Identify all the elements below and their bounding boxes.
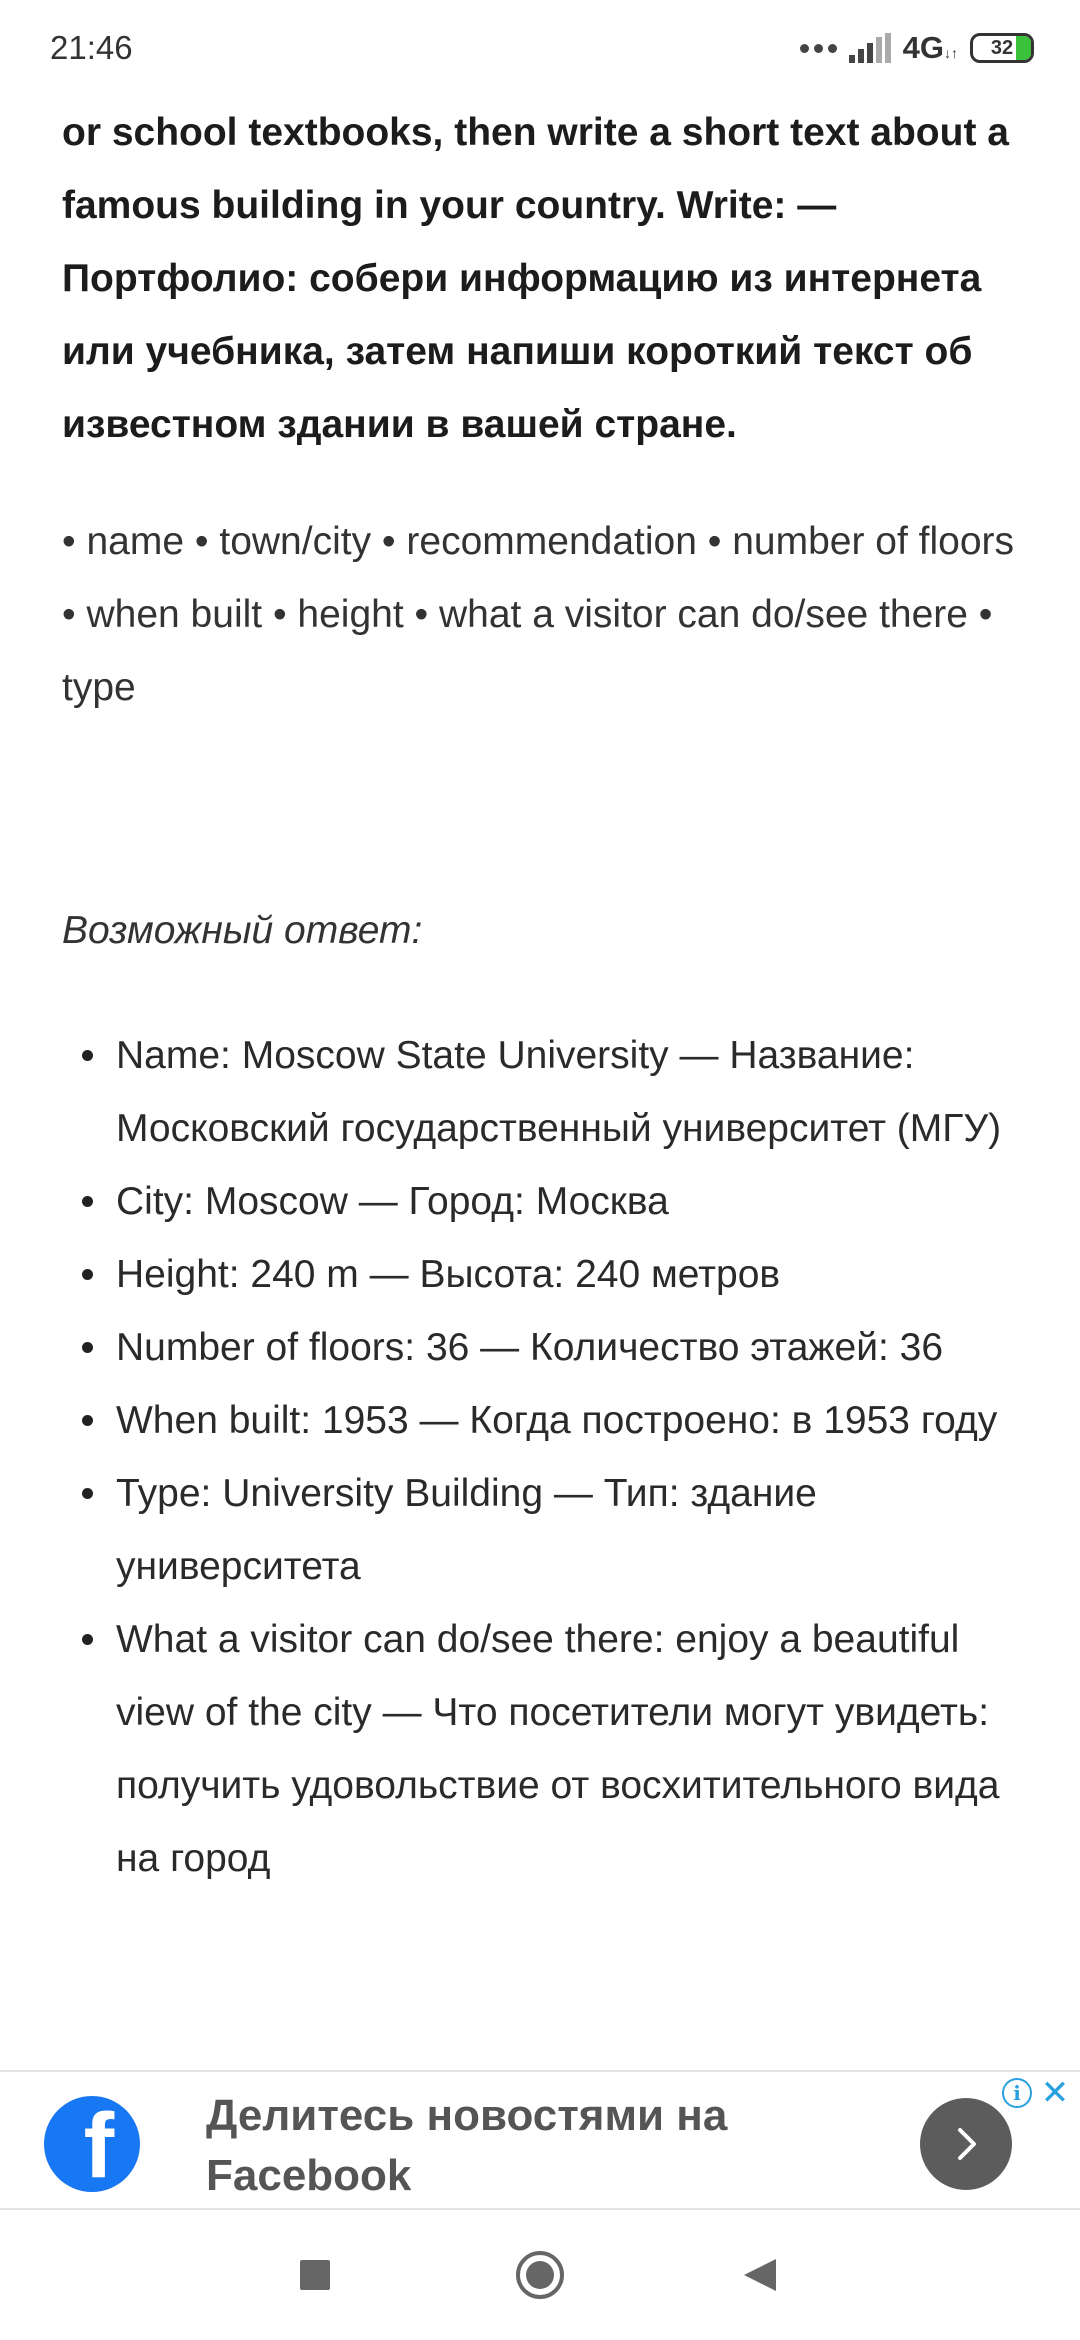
circle-icon (513, 2248, 567, 2302)
battery-icon (970, 33, 1034, 63)
ad-close-icon[interactable]: ✕ (1040, 2074, 1070, 2112)
task-paragraph: or school textbooks, then write a short text about a famous building in your country. Write: — Портфолио: собери информацию из интернета или учебника, затем напиши короткий текст об известном здании в вашей стране. (62, 111, 1009, 446)
list-item: Height: 240 m — Высота: 240 метров (116, 1238, 1018, 1311)
battery-level: 32 (990, 36, 1014, 59)
topics-list: • name • town/city • recommendation • number of floors • when built • height • what a visitor can do/see there • type (62, 520, 1015, 709)
answer-list (62, 1019, 1018, 1895)
article-content (0, 96, 1080, 1895)
more-dots-icon (800, 44, 837, 53)
ad-info-icon[interactable]: i (1002, 2078, 1032, 2108)
list-item: City: Moscow — Город: Москва (116, 1165, 1018, 1238)
ad-banner[interactable] (0, 2070, 1080, 2210)
list-item: Type: University Building — Тип: здание университета (116, 1457, 1018, 1603)
ad-open-button[interactable] (920, 2098, 1012, 2190)
ad-text[interactable]: Делитесь новостями на Facebook (206, 2091, 728, 2200)
signal-icon (849, 33, 891, 63)
list-item: What a visitor can do/see there: enjoy a beautiful view of the city — Что посетители могут увидеть: получить удовольствие от восхитительного вида на город (116, 1603, 1018, 1895)
square-icon (298, 2258, 332, 2292)
recent-apps-button[interactable] (280, 2240, 350, 2310)
back-button[interactable] (725, 2240, 795, 2310)
facebook-logo-icon: f (44, 2096, 140, 2192)
list-item: Number of floors: 36 — Количество этажей: 36 (116, 1311, 1018, 1384)
answer-label: Возможный ответ: (62, 909, 423, 952)
chevron-right-icon (946, 2124, 986, 2164)
list-item: When built: 1953 — Когда построено: в 1953 году (116, 1384, 1018, 1457)
list-item: Name: Moscow State University — Название: Московский государственный университет (МГУ) (116, 1019, 1018, 1165)
home-button[interactable] (505, 2240, 575, 2310)
navigation-bar (0, 2210, 1080, 2340)
network-type: 4G↓↑ (902, 30, 958, 65)
status-icons (800, 30, 1034, 66)
status-bar (0, 0, 1080, 96)
status-time: 21:46 (50, 29, 133, 66)
triangle-icon (740, 2255, 780, 2295)
